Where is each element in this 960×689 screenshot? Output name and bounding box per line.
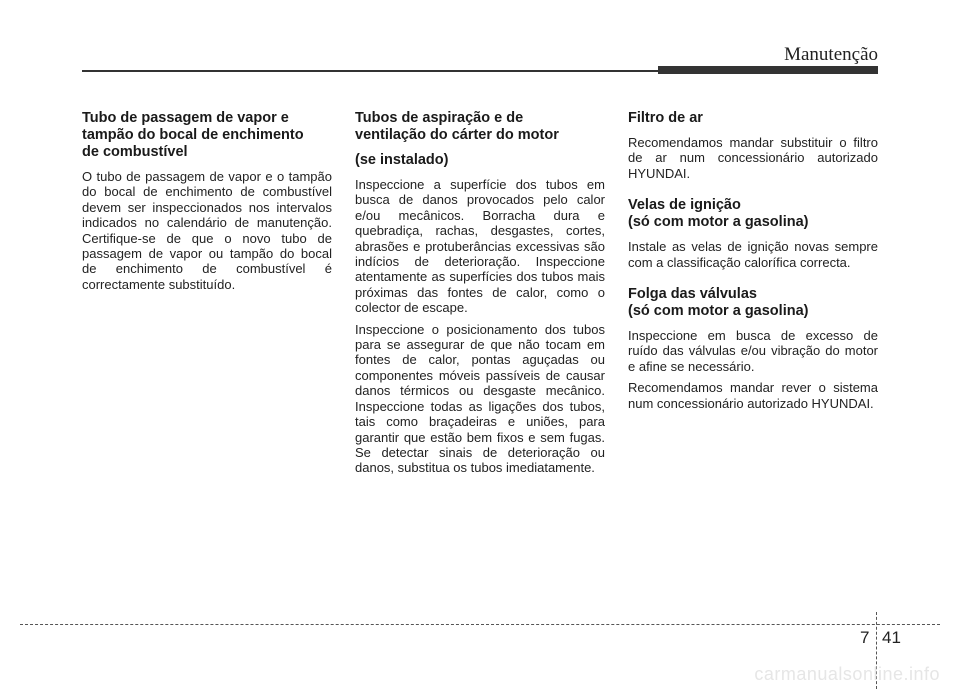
header-title: Manutenção [784,44,878,65]
paragraph: Inspeccione a superfície dos tubos em busca de danos provocados pelo calor e/ou mecânicos. Borracha dura e quebradiça, rachas, desgastes, cortes, abrasões e protuberâncias excessivas são indícios de deterioração. Inspeccione atentamente as superfícies dos tubos mais próximas das fontes de calor, como o colector de escape. [355,177,605,316]
column-crankcase-tubes [355,110,605,482]
paragraph: O tubo de passagem de vapor e o tampão do bocal de enchimento de combustível devem ser inspeccionados nos intervalos indicados no calendário de manutenção. Certifique-se de que o novo tubo de passagem de vapor ou tampão do bocal de enchimento de combustível é correctamente substituído. [82,169,332,292]
header-rule [82,70,658,72]
column-filters-valves [628,110,878,417]
paragraph: Instale as velas de ignição novas sempre com a classificação calorífica correcta. [628,239,878,270]
section-heading: Folga das válvulas (só com motor a gasolina) [628,286,809,320]
paragraph: Recomendamos mandar rever o sistema num concessionário autorizado HYUNDAI. [628,380,878,411]
paragraph: Recomendamos mandar substituir o filtro de ar num concessionário autorizado HYUNDAI. [628,135,878,181]
header-bar [658,66,878,74]
section-heading: Tubo de passagem de vapor e tampão do bocal de enchimento de combustível [82,110,304,160]
section-heading: Velas de ignição (só com motor a gasolina) [628,197,809,231]
section-heading: Filtro de ar [628,110,703,126]
page-number: 41 [882,628,901,647]
footer-rule [20,624,940,625]
paragraph: Inspeccione em busca de excesso de ruído das válvulas e/ou vibração do motor e afine se necessário. [628,328,878,374]
column-vapour-tube [82,110,332,298]
watermark: carmanualsonline.info [754,664,940,684]
section-subheading: (se instalado) [355,152,449,168]
paragraph: Inspeccione o posicionamento dos tubos para se assegurar de que não tocam em fontes de calor, pontas aguçadas ou componentes móveis passíveis de causar danos térmicos ou desgaste mecânico. Inspeccione todas as ligações dos tubos, tais como braçadeiras e uniões, para garantir que estão bem fixos e sem fugas. Se detectar sinais de deterioração ou danos, substitua os tubos imediatamente. [355,321,605,476]
section-heading: Tubos de aspiração e de ventilação do cárter do motor [355,110,559,143]
page-chapter-number: 7 [860,628,870,647]
